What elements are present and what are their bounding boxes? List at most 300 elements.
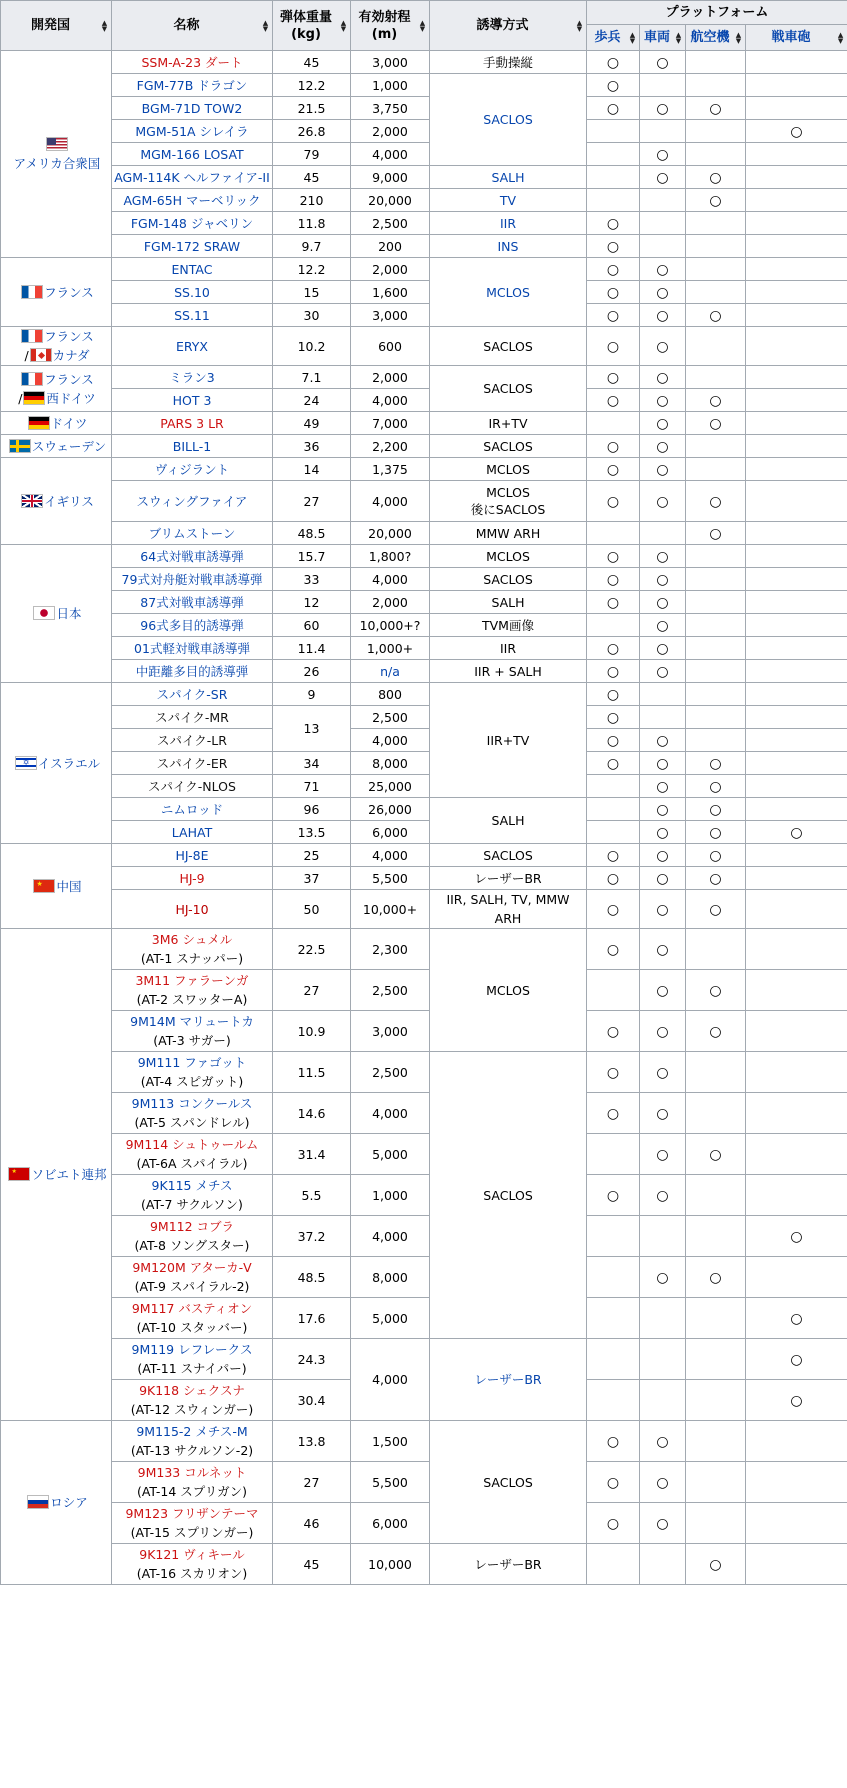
platform-check-mark: ○ [656,847,669,864]
platform-aircraft-cell [686,1216,746,1257]
platform-infantry-cell [587,189,640,212]
platform-vehicle-cell [640,189,686,212]
platform-aircraft-cell [686,729,746,752]
platform-check-mark: ○ [709,100,722,117]
platform-check-mark: ○ [606,1105,620,1122]
platform-infantry-cell [587,74,640,97]
guidance-cell [430,235,587,258]
sort-icon[interactable]: ▲ ▼ [419,18,426,33]
col-aircraft-label: 航空機 [690,30,730,45]
platform-vehicle-cell [640,1339,686,1380]
table-row [1,752,847,775]
platform-check-mark: ○ [709,801,722,818]
sort-icon[interactable]: ▲ ▼ [837,30,844,45]
guidance-text: IIR [499,640,517,656]
missile-nato-name: (AT-4 スピガット) [140,1074,244,1089]
guidance-cell [430,1544,587,1585]
platform-infantry-cell [587,304,640,327]
missile-name-link[interactable]: BILL-1 [172,438,212,454]
guidance-text: MCLOS [486,485,530,500]
country-cell [1,327,112,366]
missile-name-link[interactable]: スパイク-SR [156,686,228,702]
missile-name-link[interactable]: スパイク-ER [156,755,228,771]
table-row [1,51,847,74]
sort-icon[interactable]: ▲ ▼ [629,30,636,45]
missile-name-cell [112,568,273,591]
missile-name-link[interactable]: 79式対舟艇対戦車誘導弾 [121,571,263,587]
missile-name-cell [112,258,273,281]
missile-name-cell [112,591,273,614]
table-row [1,412,847,435]
platform-infantry-cell [587,1462,640,1503]
sort-icon[interactable]: ▲ ▼ [576,18,583,33]
country-cell [1,412,112,435]
platform-infantry-cell [587,51,640,74]
platform-tankgun-cell [746,1093,847,1134]
table-row [1,1298,847,1339]
missile-name-link[interactable]: スパイク-LR [157,732,227,748]
country-name-link[interactable]: 西ドイツ [46,390,96,406]
missile-nato-name: (AT-14 スプリガン) [136,1484,248,1499]
platform-tankgun-cell [746,1380,847,1421]
platform-vehicle-cell [640,890,686,929]
table-row [1,1421,847,1462]
sort-icon[interactable]: ▲ ▼ [340,18,347,33]
platform-vehicle-cell [640,389,686,412]
platform-check-mark: ○ [656,493,669,510]
platform-aircraft-cell [686,1339,746,1380]
col-name-header[interactable] [112,1,273,51]
platform-aircraft-cell [686,683,746,706]
missile-name-cell [112,327,273,366]
country-name-link[interactable]: スウェーデン [31,438,107,454]
missile-name-link[interactable]: 9M120M アターカ-V [132,1260,252,1275]
range-cell: 5,000 [351,1298,430,1339]
missile-name-link[interactable]: 9M123 フリザンテーマ [125,1506,259,1521]
platform-vehicle-cell [640,683,686,706]
platform-infantry-cell [587,212,640,235]
missile-name-link[interactable]: AGM-65H マーベリック [123,192,261,208]
missile-name-cell [112,729,273,752]
platform-vehicle-cell [640,74,686,97]
range-cell: 9,000 [351,166,430,189]
platform-aircraft-cell [686,890,746,929]
range-cell: 7,000 [351,412,430,435]
col-guidance-header[interactable] [430,1,587,51]
range-cell: 2,000 [351,258,430,281]
range-cell: 1,000 [351,1175,430,1216]
missile-name-link[interactable]: ヴィジラント [154,461,230,477]
platform-aircraft-cell [686,304,746,327]
platform-check-mark: ○ [656,778,669,795]
weight-cell: 12.2 [273,258,351,281]
missile-name-link[interactable]: スパイク-MR [155,709,229,725]
guidance-cell [430,929,587,1052]
missile-name-cell [112,1544,273,1585]
platform-check-mark: ○ [656,307,669,324]
platform-tankgun-cell [746,775,847,798]
missile-name-link[interactable]: スパイク-NLOS [148,778,236,794]
missile-name-link[interactable]: 9K118 シェクスナ [139,1383,245,1398]
platform-check-mark: ○ [656,594,669,611]
platform-vehicle-cell [640,775,686,798]
missile-name-link[interactable]: 01式軽対戦車誘導弾 [134,640,250,656]
platform-vehicle-cell [640,1052,686,1093]
platform-check-mark: ○ [709,1146,722,1163]
guidance-text: IIR + SALH [474,663,542,679]
guidance-cell [430,660,587,683]
country-wrap [5,877,109,896]
platform-vehicle-cell [640,327,686,366]
platform-check-mark: ○ [606,261,620,278]
weight-cell: 13.5 [273,821,351,844]
missile-name-link[interactable]: 中距離多目的誘導弾 [135,663,249,679]
table-row [1,614,847,637]
platform-infantry-cell [587,752,640,775]
missile-name-link[interactable]: BGM-71D TOW2 [141,100,243,116]
platform-aircraft-cell [686,120,746,143]
platform-aircraft-cell [686,637,746,660]
missile-name-link[interactable]: HOT 3 [172,392,212,408]
guidance-cell [430,1339,587,1421]
platform-vehicle-cell [640,970,686,1011]
weight-cell: 14 [273,458,351,481]
table-row [1,389,847,412]
guidance-text[interactable]: レーザーBR [474,1372,542,1387]
platform-check-mark: ○ [606,307,620,324]
platform-tankgun-cell [746,74,847,97]
weight-cell: 27 [273,1462,351,1503]
platform-tankgun-cell [746,890,847,929]
platform-check-mark: ○ [606,663,620,680]
col-aircraft-header[interactable] [686,25,746,51]
platform-infantry-cell [587,481,640,522]
missile-name-link[interactable]: 96式多目的誘導弾 [140,617,244,633]
weight-cell: 15.7 [273,545,351,568]
weight-cell: 37 [273,867,351,890]
missile-name-link[interactable]: HJ-10 [175,901,209,917]
missile-name-link[interactable]: ニムロッド [160,801,224,817]
country-name-link[interactable]: 日本 [56,606,82,621]
platform-aircraft-cell [686,212,746,235]
missile-name-link[interactable]: 9M114 シュトゥールム [125,1137,259,1152]
guidance-text: MCLOS [486,548,530,564]
col-range-header[interactable] [351,1,430,51]
platform-check-mark: ○ [606,369,620,386]
weight-cell: 37.2 [273,1216,351,1257]
country-wrap [5,437,109,456]
platform-aircraft-cell [686,775,746,798]
platform-tankgun-cell [746,1052,847,1093]
country-separator: / [24,348,29,363]
missile-nato-name: (AT-13 サクルソン-2) [130,1443,254,1458]
range-cell: 1,000+ [351,637,430,660]
platform-infantry-cell [587,143,640,166]
missile-name-link[interactable]: PARS 3 LR [160,415,224,431]
platform-check-mark: ○ [606,870,620,887]
platform-check-mark: ○ [606,238,620,255]
platform-aircraft-cell [686,798,746,821]
platform-check-mark: ○ [656,54,669,71]
country-name-link[interactable]: イスラエル [37,755,101,771]
table-row [1,775,847,798]
platform-check-mark: ○ [790,1228,803,1245]
platform-vehicle-cell [640,366,686,389]
platform-tankgun-cell [746,143,847,166]
cn-flag-icon [33,879,55,893]
guidance-cell [430,637,587,660]
missile-name-cell [112,166,273,189]
guidance-text[interactable]: TV [499,192,517,208]
country-wrap [5,414,109,433]
missile-name-link[interactable]: 3M6 シュメル [151,932,233,947]
weight-cell: 11.8 [273,212,351,235]
platform-check-mark: ○ [656,415,669,432]
table-row [1,683,847,706]
missile-name-link[interactable]: ENTAC [171,261,213,277]
missile-name-link[interactable]: 3M11 ファラーンガ [135,973,249,988]
platform-check-mark: ○ [656,438,669,455]
us-flag-icon [46,137,68,151]
platform-vehicle-cell [640,660,686,683]
platform-infantry-cell [587,890,640,929]
missile-name-link[interactable]: 9M117 バスティオン [131,1301,253,1316]
missile-name-link[interactable]: 64式対戦車誘導弾 [140,548,244,564]
sort-icon[interactable]: ▲ ▼ [735,30,742,45]
platform-aircraft-cell [686,366,746,389]
country-name-link[interactable]: フランス [44,329,94,344]
platform-infantry-cell [587,389,640,412]
guidance-cell [430,1421,587,1544]
platform-infantry-cell [587,1216,640,1257]
sort-icon[interactable]: ▲ ▼ [675,30,682,45]
platform-infantry-cell [587,568,640,591]
platform-aircraft-cell [686,1093,746,1134]
col-vehicle-header[interactable] [640,25,686,51]
weight-cell: 49 [273,412,351,435]
country-name-link[interactable]: アメリカ合衆国 [13,156,101,171]
guidance-text: 手動操縦 [482,54,533,70]
country-name-link[interactable]: ソビエト連邦 [31,1167,107,1182]
weight-cell: 5.5 [273,1175,351,1216]
guidance-text[interactable]: SACLOS [483,112,533,127]
platform-aircraft-cell [686,143,746,166]
missile-name-link[interactable]: 9M113 コンクールス [131,1096,253,1111]
missile-name-link[interactable]: HJ-8E [175,847,209,863]
missile-name-link[interactable]: 9M111 ファゴット [137,1055,247,1070]
platform-vehicle-cell [640,821,686,844]
sort-icon[interactable]: ▲ ▼ [101,18,108,33]
platform-vehicle-cell [640,798,686,821]
platform-aircraft-cell [686,1052,746,1093]
missile-name-link[interactable]: ブリムストーン [148,525,236,541]
platform-check-mark: ○ [709,1556,722,1573]
platform-vehicle-cell [640,435,686,458]
col-platform-header [587,1,847,25]
col-infantry-header[interactable] [587,25,640,51]
missile-name-link[interactable]: 9M112 コブラ [149,1219,235,1234]
platform-aircraft-cell [686,752,746,775]
platform-check-mark: ○ [709,847,722,864]
col-country-header[interactable] [1,1,112,51]
guidance-cell [430,1052,587,1339]
guidance-cell [430,412,587,435]
range-cell: 4,000 [351,729,430,752]
table-row [1,189,847,212]
platform-check-mark: ○ [656,1269,669,1286]
missile-nato-name: (AT-7 サクルソン) [141,1197,243,1212]
country-name-link[interactable]: フランス [44,371,94,387]
platform-check-mark: ○ [656,548,669,565]
country-name-link[interactable]: フランス [44,284,94,300]
platform-check-mark: ○ [606,571,620,588]
platform-infantry-cell [587,366,640,389]
missile-name-cell [112,412,273,435]
missile-name-link[interactable]: FGM-77B ドラゴン [136,77,248,93]
platform-tankgun-cell [746,591,847,614]
col-tankgun-label: 戦車砲 [771,30,811,45]
missile-name-cell [112,304,273,327]
platform-vehicle-cell [640,706,686,729]
platform-check-mark: ○ [709,870,722,887]
weight-cell: 26 [273,660,351,683]
platform-infantry-cell [587,1011,640,1052]
guidance-text: TVM画像 [482,617,534,633]
platform-tankgun-cell [746,1298,847,1339]
platform-aircraft-cell [686,189,746,212]
guidance-text: MCLOS [486,461,530,477]
missile-name-link[interactable]: ミラン3 [169,369,215,385]
table-row [1,1462,847,1503]
missile-name-cell [112,1093,273,1134]
platform-check-mark: ○ [606,438,620,455]
guidance-text: SALH [491,813,525,828]
guidance-cell [430,568,587,591]
range-cell: 2,500 [351,706,430,729]
missile-name-link[interactable]: 9M133 コルネット [137,1465,247,1480]
missile-name-link[interactable]: AGM-114K ヘルファイア-II [114,169,270,185]
platform-check-mark: ○ [656,824,669,841]
country-wrap [5,604,109,623]
weight-cell: 96 [273,798,351,821]
missile-name-cell [112,614,273,637]
missile-name-link[interactable]: 9K121 ヴィキール [139,1547,245,1562]
guidance-text: MCLOS [486,982,530,998]
table-row [1,1134,847,1175]
platform-aircraft-cell [686,1134,746,1175]
country-name-link[interactable]: 中国 [56,878,82,894]
platform-aircraft-cell [686,1257,746,1298]
weight-cell: 79 [273,143,351,166]
table-row [1,1093,847,1134]
missile-name-link[interactable]: ERYX [176,338,208,354]
platform-check-mark: ○ [606,77,620,94]
missile-name-cell [112,522,273,545]
platform-check-mark: ○ [656,100,669,117]
missile-name-link[interactable]: 9M14M マリュートカ [130,1014,254,1029]
platform-check-mark: ○ [709,392,722,409]
de-flag-icon [23,391,45,405]
col-tankgun-header[interactable] [746,25,847,51]
table-row [1,366,847,389]
country-name-link[interactable]: イギリス [44,493,94,509]
missile-name-link[interactable]: スウィングファイア [136,493,248,509]
guidance-cell [430,212,587,235]
table-row [1,929,847,970]
guidance-text: SACLOS [483,571,533,587]
platform-check-mark: ○ [656,169,669,186]
missile-name-link[interactable]: SSM-A-23 ダート [141,54,243,70]
guidance-text: SALH [491,594,525,610]
missile-name-link[interactable]: MGM-51A シレイラ [135,123,249,139]
range-cell: 1,000 [351,74,430,97]
missile-name-link[interactable]: MGM-166 LOSAT [140,146,244,162]
missile-name-cell [112,637,273,660]
platform-vehicle-cell [640,1011,686,1052]
missile-name-cell [112,1216,273,1257]
fr-flag-icon [21,372,43,386]
range-cell: 20,000 [351,522,430,545]
missile-name-link[interactable]: 87式対戦車誘導弾 [140,594,244,610]
platform-infantry-cell [587,522,640,545]
missile-name-link[interactable]: FGM-172 SRAW [143,238,241,254]
guidance-cell [430,867,587,890]
weight-cell: 27 [273,970,351,1011]
platform-tankgun-cell [746,929,847,970]
platform-infantry-cell [587,1421,640,1462]
platform-check-mark: ○ [656,755,669,772]
missile-name-cell [112,1339,273,1380]
range-cell: 10,000+? [351,614,430,637]
platform-check-mark: ○ [656,663,669,680]
guidance-text[interactable]: SALH [491,169,525,185]
guidance-cell [430,366,587,412]
guidance-cell [430,74,587,166]
sort-icon[interactable]: ▲ ▼ [262,18,269,33]
platform-aircraft-cell [686,970,746,1011]
range-cell: 2,200 [351,435,430,458]
missile-name-cell [112,660,273,683]
ca-flag-icon [30,348,52,362]
missile-name-link[interactable]: 9M119 レフレークス [131,1342,253,1357]
missile-name-cell [112,97,273,120]
range-cell: 600 [351,327,430,366]
country-name-link[interactable]: カナダ [52,348,90,363]
missile-name-link[interactable]: 9K115 メチス [151,1178,233,1193]
missile-name-link[interactable]: FGM-148 ジャベリン [130,215,254,231]
missile-name-link[interactable]: SS.11 [174,307,210,323]
platform-infantry-cell [587,1339,640,1380]
platform-check-mark: ○ [606,732,620,749]
missile-name-cell [112,212,273,235]
range-cell: 800 [351,683,430,706]
platform-aircraft-cell [686,591,746,614]
range-cell: 5,500 [351,867,430,890]
guidance-text[interactable]: INS [497,238,519,254]
missile-name-link[interactable]: HJ-9 [179,870,205,886]
table-row [1,74,847,97]
country-name-link[interactable]: ロシア [50,1495,88,1510]
col-weight-header[interactable] [273,1,351,51]
missile-name-link[interactable]: LAHAT [171,824,213,840]
missile-nato-name: (AT-3 サガー) [153,1033,231,1048]
country-name-link[interactable]: ドイツ [50,415,88,431]
missile-name-link[interactable]: SS.10 [174,284,210,300]
missile-name-link[interactable]: 9M115-2 メチス-M [136,1424,248,1439]
guidance-text[interactable]: MCLOS [486,284,530,300]
guidance-text[interactable]: IIR [499,215,517,231]
platform-tankgun-cell [746,1134,847,1175]
